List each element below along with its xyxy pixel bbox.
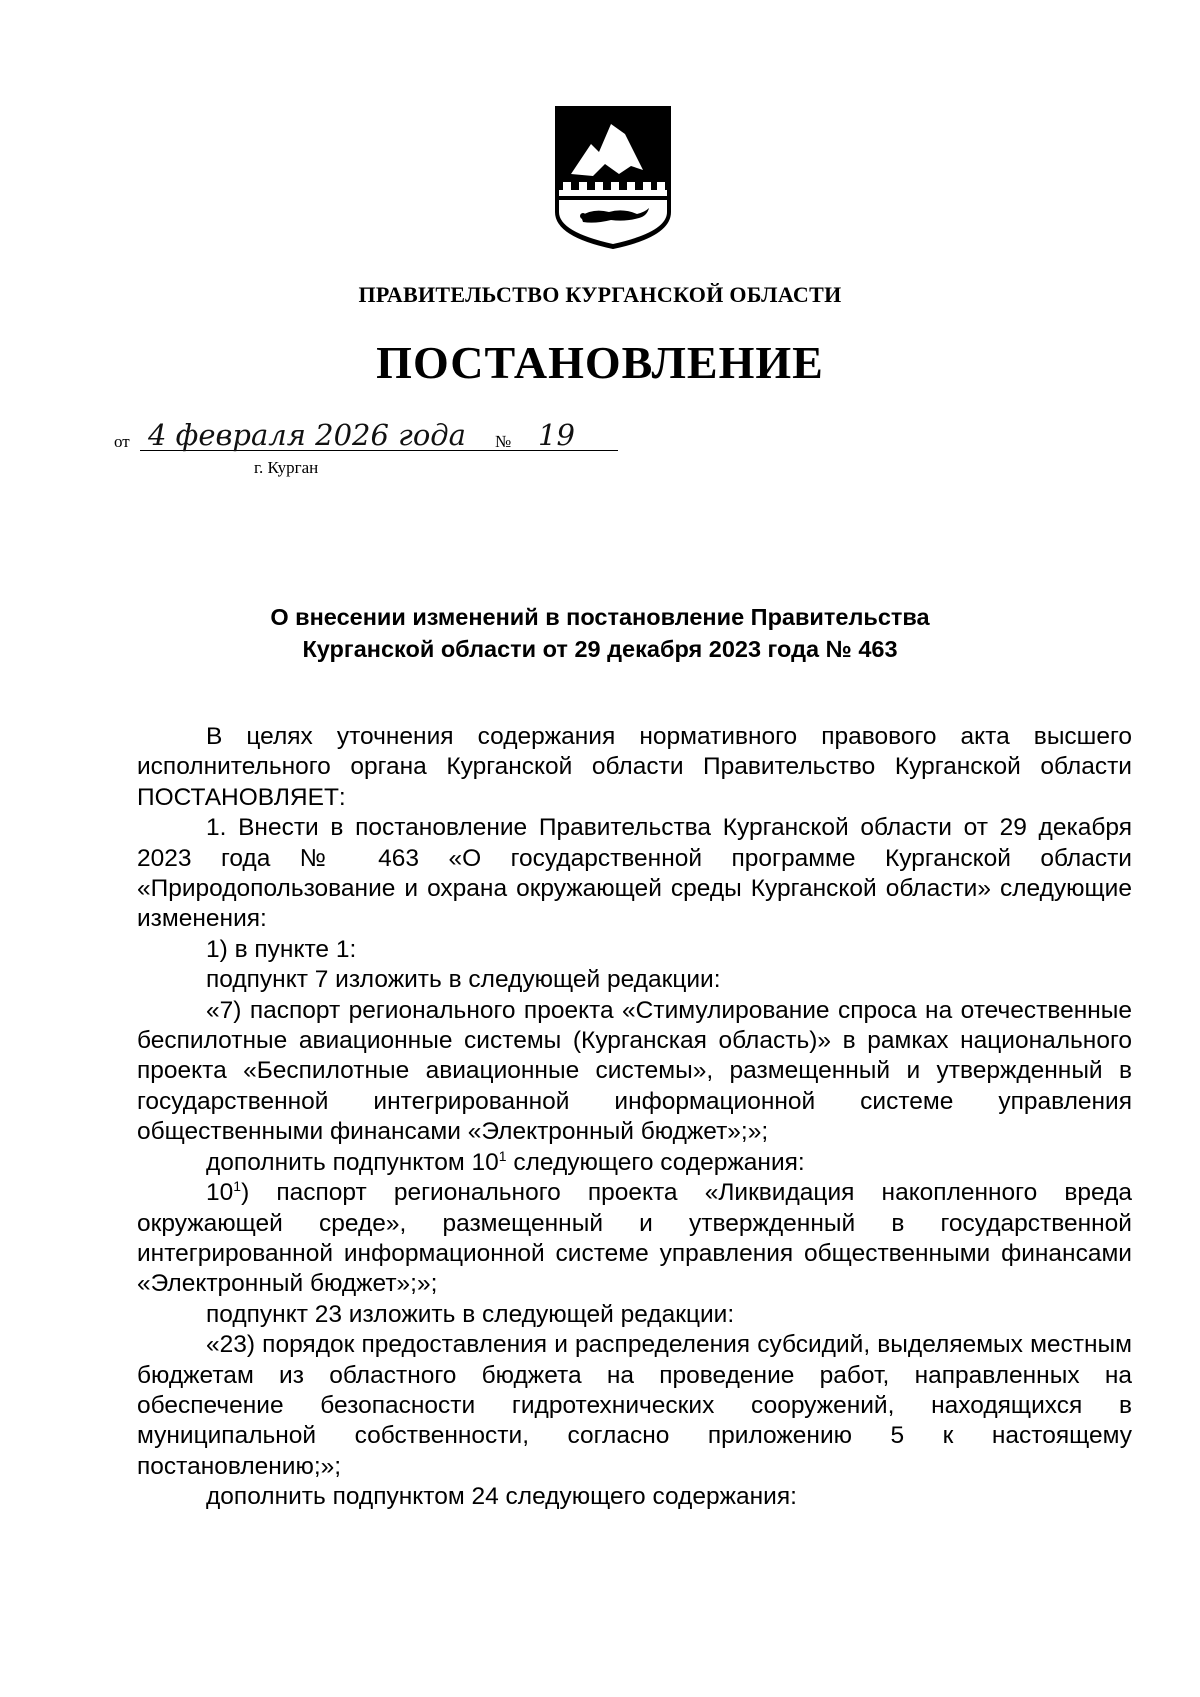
- document-title: [0, 601, 1200, 665]
- paragraph-subpoint-23-text: «23) порядок предоставления и распределения субсидий, выделяемых местным бюджетам из областного бюджета на проведение работ, направленных на обеспечение безопасности гидротехнических сооружений, находящихся в муниципальной собственности, согласно приложению 5 к настоящему постановлению;»;: [137, 1331, 1132, 1480]
- paragraph-subpoint-23-intro: подпункт 23 изложить в следующей редакции:: [206, 1300, 735, 1328]
- coat-of-arms-icon: [553, 104, 673, 250]
- paragraph-subpoint-7-intro: подпункт 7 изложить в следующей редакции:: [206, 966, 721, 994]
- paragraph-subpoint-24-intro: дополнить подпунктом 24 следующего содержания:: [206, 1483, 797, 1511]
- paragraph-subpoint-10-1-intro: [137, 1148, 1132, 1178]
- paragraph-subitem-1: 1) в пункте 1:: [206, 935, 357, 963]
- title-line-1: О внесении изменений в постановление Правительства: [270, 604, 930, 630]
- government-name: ПРАВИТЕЛЬСТВО КУРГАНСКОЙ ОБЛАСТИ: [358, 282, 842, 307]
- text-fragment: ) паспорт регионального проекта «Ликвидация накопленного вреда окружающей среде», размещенный и утвержденный в государственной интегрированной информационной системе управления общественными финансами «Электронный бюджет»;»;: [137, 1179, 1132, 1298]
- text-fragment: следующего содержания:: [506, 1148, 805, 1176]
- paragraph-subpoint-7-text: «7) паспорт регионального проекта «Стимулирование спроса на отечественные беспилотные авиационные системы (Курганская область)» в рамках национального проекта «Беспилотные авиационные системы», размещенный и утвержденный в государственной интегрированной информационной системе управления общественными финансами «Электронный бюджет»;»;: [137, 996, 1132, 1146]
- text-fragment: 10: [206, 1179, 234, 1207]
- text-fragment: дополнить подпунктом 10: [206, 1148, 499, 1176]
- paragraph-preamble: В целях уточнения содержания нормативного правового акта высшего исполнительного органа Курганской области Правительство Курганской области ПОСТАНОВЛЯЕТ:: [137, 723, 1132, 811]
- paragraph-subpoint-10-1-text: [137, 1178, 1132, 1300]
- registration-line: [110, 418, 630, 462]
- from-label: от: [114, 432, 130, 451]
- handwritten-number: 19: [538, 418, 575, 452]
- city-label: г. Курган: [254, 458, 319, 477]
- title-line-2: Курганской области от 29 декабря 2023 года № 463: [302, 636, 898, 662]
- superscript: 1: [498, 1147, 507, 1164]
- handwritten-date: 4 февраля 2026 года: [148, 418, 466, 452]
- superscript: 1: [233, 1177, 242, 1194]
- paragraph-item-1: 1. Внести в постановление Правительства Курганской области от 29 декабря 2023 года № 463 «О государственной программе Курганской области «Природопользование и охрана окружающей среды Курганской области» следующие изменения:: [137, 814, 1132, 933]
- number-label: №: [495, 432, 512, 451]
- document-type: ПОСТАНОВЛЕНИЕ: [376, 337, 824, 388]
- document-body: [137, 722, 1132, 1513]
